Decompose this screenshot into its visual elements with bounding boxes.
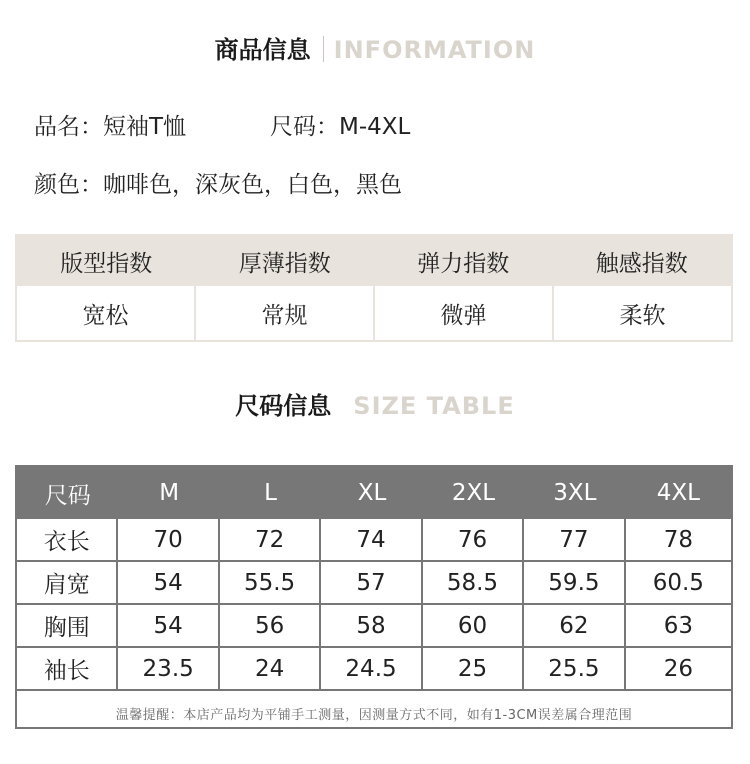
index-header-cell: 厚薄指数 xyxy=(238,250,331,277)
index-table xyxy=(15,234,733,342)
size-header-cell: XL xyxy=(357,480,387,506)
index-table-header xyxy=(17,236,731,286)
table-cell: 74 xyxy=(321,519,422,560)
product-size-line: 尺码：M-4XL xyxy=(270,114,411,140)
index-table-values xyxy=(17,286,731,340)
table-cell: 58 xyxy=(321,605,422,646)
product-info-title xyxy=(0,30,750,65)
size-header-cell: 尺码 xyxy=(44,482,91,509)
table-cell: 54 xyxy=(118,605,219,646)
table-cell: 70 xyxy=(118,519,219,560)
table-cell: 59.5 xyxy=(524,562,625,603)
index-value-cell: 微弹 xyxy=(375,286,554,340)
table-cell: 袖长 xyxy=(17,648,118,689)
measurement-note: 温馨提醒：本店产品均为平铺手工测量，因测量方式不同，如有1-3CM误差属合理范围 xyxy=(115,707,633,723)
table-cell: 24.5 xyxy=(321,648,422,689)
table-cell: 78 xyxy=(663,526,693,553)
size-table xyxy=(15,465,733,729)
table-cell: 26 xyxy=(663,655,693,682)
table-cell: 57 xyxy=(321,562,422,603)
table-cell: 63 xyxy=(663,612,693,639)
table-cell: 76 xyxy=(423,519,524,560)
index-value-cell: 常规 xyxy=(196,286,375,340)
table-row xyxy=(17,519,731,562)
size-info-title-en: SIZE TABLE xyxy=(353,392,515,420)
product-name-line: 品名：短袖T恤 xyxy=(34,114,187,140)
table-cell: 56 xyxy=(220,605,321,646)
size-header-cell: 2XL xyxy=(451,480,496,506)
product-color-line: 颜色：咖啡色，深灰色，白色，黑色 xyxy=(34,172,402,198)
table-cell: 62 xyxy=(524,605,625,646)
table-cell: 77 xyxy=(524,519,625,560)
table-row xyxy=(17,648,731,691)
size-table-header xyxy=(17,467,731,519)
index-value-cell: 柔软 xyxy=(619,302,666,329)
table-cell: 25.5 xyxy=(524,648,625,689)
table-cell: 25 xyxy=(423,648,524,689)
index-value-cell: 宽松 xyxy=(17,286,196,340)
table-cell: 胸围 xyxy=(17,605,118,646)
table-cell: 23.5 xyxy=(118,648,219,689)
table-row xyxy=(17,562,731,605)
title-divider xyxy=(323,36,324,62)
table-cell: 60.5 xyxy=(652,569,704,596)
size-header-cell: L xyxy=(264,480,277,506)
table-cell: 55.5 xyxy=(220,562,321,603)
table-cell: 肩宽 xyxy=(17,562,118,603)
table-cell: 58.5 xyxy=(423,562,524,603)
index-header-cell: 弹力指数 xyxy=(417,250,510,277)
table-cell: 60 xyxy=(423,605,524,646)
product-info-title-en: INFORMATION xyxy=(333,36,536,64)
size-header-cell: 3XL xyxy=(553,480,597,506)
table-cell: 衣长 xyxy=(17,519,118,560)
index-header-cell: 版型指数 xyxy=(60,250,153,277)
size-info-title xyxy=(0,386,750,421)
table-row xyxy=(17,605,731,648)
size-header-cell: M xyxy=(159,480,180,506)
size-info-title-cn: 尺码信息 xyxy=(235,392,332,420)
table-cell: 24 xyxy=(220,648,321,689)
table-cell: 72 xyxy=(220,519,321,560)
size-header-cell: 4XL xyxy=(656,480,700,506)
index-header-cell: 触感指数 xyxy=(595,250,688,277)
product-info-title-cn: 商品信息 xyxy=(214,36,311,64)
table-cell: 54 xyxy=(118,562,219,603)
